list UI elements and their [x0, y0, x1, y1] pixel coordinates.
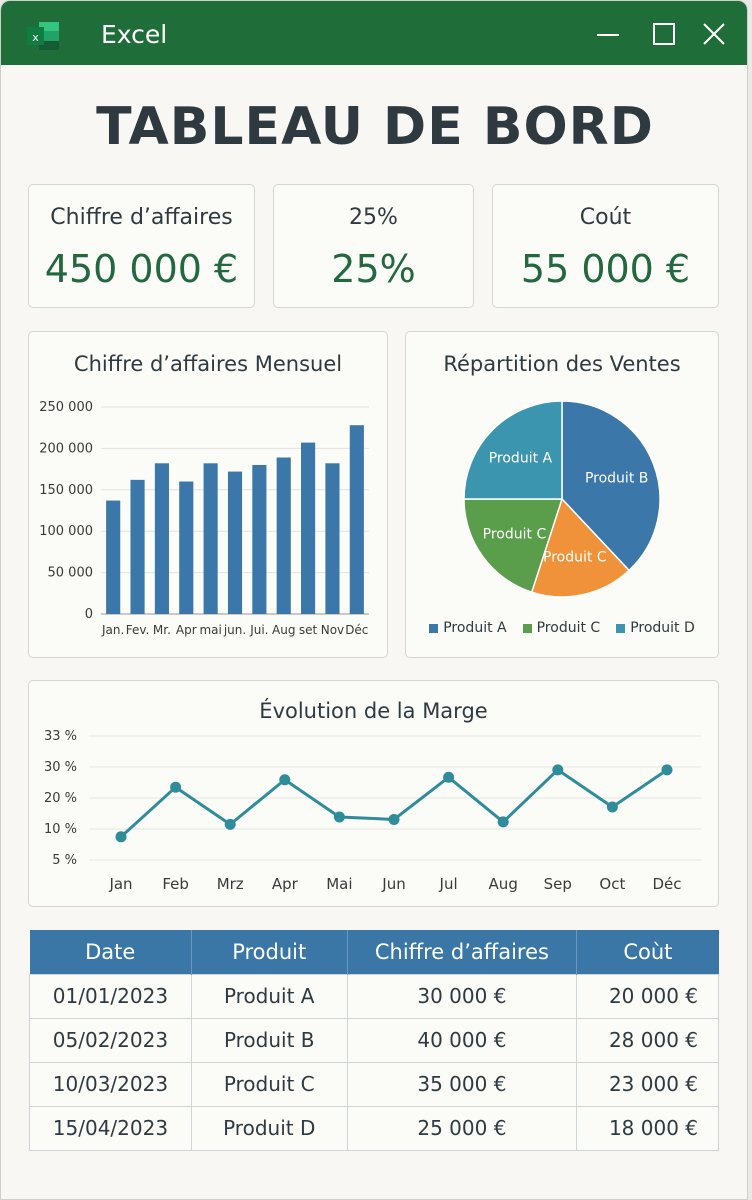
line-chart-card	[28, 680, 719, 907]
kpi-card-revenue	[28, 184, 255, 308]
kpi-card-percent	[273, 184, 474, 308]
header-product[interactable]: Produit	[191, 930, 347, 974]
y-tick-label: 0	[84, 607, 93, 622]
bar	[179, 482, 193, 614]
bar	[130, 480, 144, 614]
data-point	[334, 811, 345, 822]
kpi-label: Coút	[579, 205, 632, 230]
x-tick-label: Aug	[488, 875, 518, 893]
bar	[301, 443, 315, 614]
y-tick-label: 33 %	[43, 729, 77, 744]
legend-label: Produit A	[443, 620, 507, 636]
legend-swatch	[523, 624, 532, 633]
table-header-row	[30, 930, 719, 974]
svg-text:x: x	[32, 31, 39, 44]
dashboard-title: TABLEAU DE BORD	[96, 97, 654, 157]
x-tick-label: Feb	[162, 875, 189, 893]
table-cell[interactable]: Produit B	[191, 1018, 347, 1062]
table-cell[interactable]: 20 000 €	[577, 974, 719, 1018]
bar-chart-card	[28, 331, 388, 658]
x-tick-label: Jan.	[102, 623, 125, 637]
kpi-value: 55 000 €	[520, 247, 691, 291]
maximize-icon[interactable]	[651, 21, 677, 47]
x-tick-label: Mr.	[152, 623, 171, 637]
x-tick-label: set	[298, 623, 318, 637]
table-row	[30, 1062, 719, 1106]
x-tick-label: Nov	[320, 623, 345, 637]
pie-slice-label: Produit C	[543, 549, 607, 566]
bar-chart-title: Chiffre d’affaires Mensuel	[73, 352, 343, 376]
y-tick-label: 30 %	[43, 760, 77, 775]
data-point	[170, 782, 181, 793]
line-chart-title: Évolution de la Marge	[259, 699, 488, 723]
x-tick-label: Jul	[439, 875, 458, 893]
data-point	[116, 831, 127, 842]
x-tick-label: Apr	[175, 623, 197, 637]
table-cell[interactable]: 10/03/2023	[30, 1062, 192, 1106]
close-icon[interactable]	[701, 21, 727, 47]
y-tick-label: 200 000	[39, 441, 93, 457]
minimize-icon[interactable]	[595, 21, 621, 47]
legend-label: Produit D	[630, 620, 695, 636]
kpi-label: 25%	[349, 205, 398, 230]
table-row	[30, 1106, 719, 1150]
x-tick-label: jun.	[223, 623, 247, 637]
bar	[277, 458, 291, 614]
pie-chart	[406, 332, 718, 612]
x-tick-label: Mrz	[216, 875, 244, 893]
pie-slice-label: Produit B	[584, 470, 649, 487]
x-tick-label: Sep	[543, 875, 572, 893]
x-tick-label: Jan	[109, 875, 133, 893]
legend-swatch	[616, 624, 625, 633]
x-tick-label: Fev.	[125, 623, 150, 637]
table-cell[interactable]: 18 000 €	[577, 1106, 719, 1150]
data-table	[29, 930, 719, 1151]
x-tick-label: Jun	[382, 875, 406, 893]
y-tick-label: 100 000	[39, 524, 93, 540]
table-cell[interactable]: 40 000 €	[347, 1018, 577, 1062]
data-point	[279, 774, 290, 785]
kpi-label: Chiffre d’affaires	[50, 205, 233, 230]
data-point	[552, 764, 563, 775]
table-row	[30, 1018, 719, 1062]
x-tick-label: Aug	[272, 623, 296, 637]
legend-item	[616, 620, 695, 636]
bar	[106, 501, 120, 614]
table-cell[interactable]: Produit C	[191, 1062, 347, 1106]
y-tick-label: 20 %	[43, 791, 77, 806]
excel-logo-icon	[27, 22, 59, 50]
table-cell[interactable]: 25 000 €	[347, 1106, 577, 1150]
bar	[350, 425, 364, 614]
kpi-value: 25%	[331, 247, 416, 291]
data-point	[225, 819, 236, 830]
bar	[252, 465, 266, 614]
app-name: Excel	[101, 20, 168, 49]
bar	[228, 472, 242, 614]
x-tick-label: Déc	[345, 623, 369, 637]
data-point	[443, 772, 454, 783]
legend-label: Produit C	[536, 620, 601, 636]
line-chart	[29, 681, 718, 906]
table-cell[interactable]: 28 000 €	[577, 1018, 719, 1062]
pie-legend	[406, 620, 718, 636]
series-line	[121, 770, 667, 837]
legend-item	[429, 620, 506, 636]
header-cost[interactable]: Coùt	[577, 930, 719, 974]
pie-chart-card	[405, 331, 719, 658]
y-tick-label: 10 %	[43, 822, 77, 837]
y-tick-label: 150 000	[39, 482, 93, 498]
x-tick-label: Mai	[326, 875, 353, 893]
legend-item	[523, 620, 601, 636]
data-point	[607, 802, 618, 813]
data-point	[498, 816, 509, 827]
pie-slice-label: Produit C	[482, 526, 547, 543]
table-row	[30, 974, 719, 1018]
kpi-value: 450 000 €	[44, 247, 239, 291]
kpi-card-cost	[492, 184, 719, 308]
table-cell[interactable]: 23 000 €	[577, 1062, 719, 1106]
data-point	[389, 814, 400, 825]
table-cell[interactable]: Produit D	[191, 1106, 347, 1150]
x-tick-label: Oct	[599, 875, 626, 893]
header-revenue[interactable]: Chiffre d’affaires	[347, 930, 577, 974]
bar	[325, 463, 339, 614]
bar	[155, 463, 169, 614]
y-tick-label: 250 000	[39, 400, 93, 415]
x-tick-label: Jui.	[250, 623, 269, 637]
table-cell[interactable]: 15/04/2023	[30, 1106, 192, 1150]
x-tick-label: Déc	[652, 875, 682, 893]
y-tick-label: 50 000	[47, 565, 93, 581]
y-tick-label: 5 %	[52, 853, 77, 868]
x-tick-label: mai	[199, 623, 222, 637]
table-cell[interactable]: 30 000 €	[347, 974, 577, 1018]
header-date[interactable]: Date	[30, 930, 192, 974]
pie-slice-label: Produit A	[488, 450, 553, 467]
table-cell[interactable]: 05/02/2023	[30, 1018, 192, 1062]
table-cell[interactable]: 35 000 €	[347, 1062, 577, 1106]
legend-swatch	[429, 624, 438, 633]
x-tick-label: Apr	[271, 875, 298, 893]
table-cell[interactable]: Produit A	[191, 974, 347, 1018]
pie-chart-title: Répartition des Ventes	[443, 352, 681, 376]
data-point	[662, 764, 673, 775]
bar-chart	[29, 332, 387, 657]
title-bar	[1, 1, 747, 65]
table-cell[interactable]: 01/01/2023	[30, 974, 192, 1018]
bar	[204, 463, 218, 614]
